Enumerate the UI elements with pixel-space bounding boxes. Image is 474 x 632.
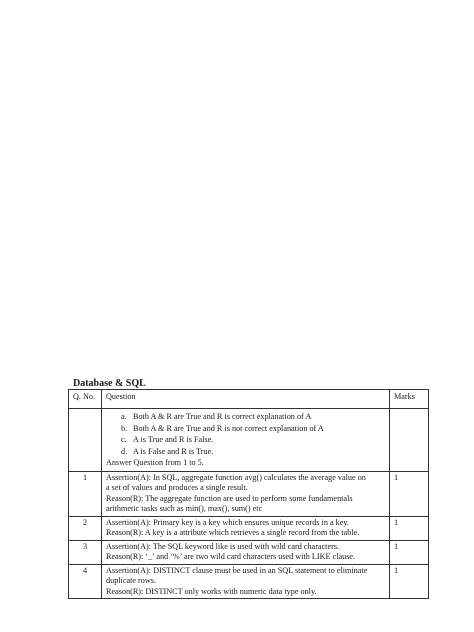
question-number: 4 bbox=[69, 564, 102, 599]
option-item: d. A is False and R is True. bbox=[121, 446, 214, 456]
table-row bbox=[69, 540, 429, 564]
question-marks: 1 bbox=[390, 516, 429, 540]
question-text: Assertion(A): DISTINCT clause must be used in an SQL statement to eliminate duplicate rows. Reason(R): DISTINCT only works with numeric data type only. bbox=[102, 564, 390, 599]
answer-options bbox=[106, 412, 385, 457]
table-header-row bbox=[69, 390, 429, 409]
instruction-text: Answer Question from 1 to 5. bbox=[106, 458, 204, 467]
question-marks: 1 bbox=[390, 540, 429, 564]
option-item: c. A is True and R is False. bbox=[121, 435, 214, 444]
question-number: 1 bbox=[69, 471, 102, 516]
question-text: Assertion(A): In SQL, aggregate function avg() calculates the average value on a set of values and produces a single result. Reason(R): The aggregate function are used to perform some fundamentals arithmetic tasks such as min(), max(), sum() etc bbox=[102, 471, 390, 516]
question-number: 2 bbox=[69, 516, 102, 540]
question-marks: 1 bbox=[390, 471, 429, 516]
question-marks: 1 bbox=[390, 564, 429, 599]
question-number: 3 bbox=[69, 540, 102, 564]
option-item: b. Both A & R are True and R is not correct explanation of A bbox=[121, 423, 324, 433]
instructions-row bbox=[69, 409, 429, 472]
table-row bbox=[69, 564, 429, 599]
question-text: Assertion(A): Primary key is a key which ensures unique records in a key. Reason(R): A key is a attribute which retrieves a single record from the table. bbox=[102, 516, 390, 540]
question-table bbox=[68, 389, 429, 599]
question-text: Assertion(A): The SQL keyword like is used with wild card characters. Reason(R): ‘_’ and ‘%’ are two wild card characters used with LIKE clause. bbox=[102, 540, 390, 564]
section-title: Database & SQL bbox=[73, 378, 146, 389]
header-question: Question bbox=[102, 390, 390, 409]
instructions-cell bbox=[102, 409, 390, 472]
table-row bbox=[69, 471, 429, 516]
header-qno: Q. No. bbox=[69, 390, 102, 409]
table-row bbox=[69, 516, 429, 540]
option-item: a. Both A & R are True and R is correct explanation of A bbox=[121, 412, 312, 421]
header-marks: Marks bbox=[390, 390, 429, 409]
